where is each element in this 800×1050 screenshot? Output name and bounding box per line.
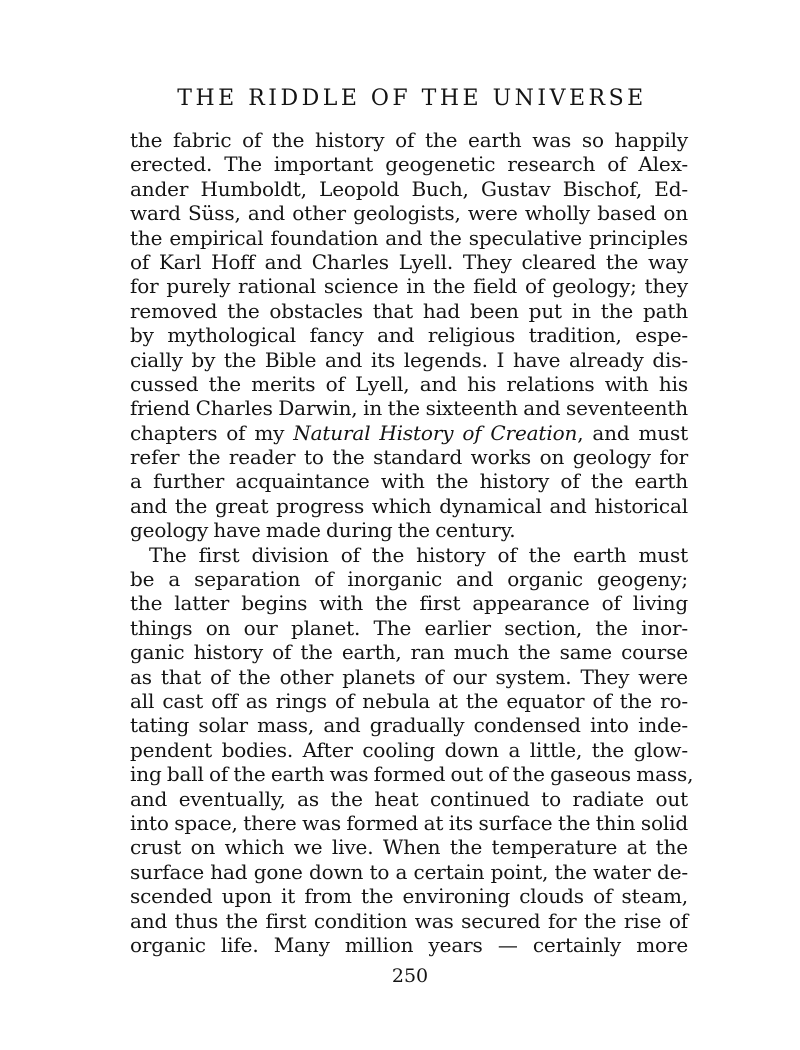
text-line: be a separation of inorganic and organic geogeny;: [130, 567, 688, 592]
text-line: the fabric of the history of the earth was so happily: [130, 128, 688, 152]
text-line: ander Humboldt, Leopold Buch, Gustav Bischof, Ed-: [130, 176, 688, 201]
text-line: the empirical foundation and the speculative principles: [130, 225, 688, 250]
text-line: and thus the first condition was secured for the rise of: [130, 908, 688, 933]
text-line: pendent bodies. After cooling down a little, the glow-: [130, 737, 688, 762]
text-line: cially by the Bible and its legends. I have already dis-: [130, 347, 688, 372]
text-line: and eventually, as the heat continued to radiate out: [130, 786, 688, 811]
text-line: friend Charles Darwin, in the sixteenth and seventeenth: [130, 396, 688, 421]
running-head: THE RIDDLE OF THE UNIVERSE: [177, 86, 647, 111]
text-line: the latter begins with the first appearance of living: [130, 591, 688, 616]
text-line: ward Süss, and other geologists, were wholly based on: [130, 201, 688, 226]
body-text: [130, 128, 694, 957]
page-number: 250: [391, 965, 429, 987]
paragraph-1: [130, 128, 688, 543]
text-line: as that of the other planets of our system. They were: [130, 664, 688, 689]
text-line: organic life. Many million years — certainly more: [130, 932, 688, 957]
text-line: for purely rational science in the field of geology; they: [130, 274, 688, 299]
text-line: refer the reader to the standard works on geology for: [130, 445, 688, 470]
book-title: Natural History of Creation: [293, 420, 578, 445]
text-line-with-title: [130, 421, 688, 445]
text-fragment: chapters of my: [130, 420, 285, 445]
text-line: removed the obstacles that had been put in the path: [130, 298, 688, 323]
text-line: things on our planet. The earlier section, the inor-: [130, 615, 688, 640]
text-line: ing ball of the earth was formed out of the gaseous mass,: [130, 762, 694, 787]
text-line: surface had gone down to a certain point, the water de-: [130, 859, 688, 884]
text-line: into space, there was formed at its surface the thin solid: [130, 810, 688, 835]
text-line: tating solar mass, and gradually condensed into inde-: [130, 713, 688, 738]
text-line: a further acquaintance with the history of the earth: [130, 469, 688, 494]
paragraph-2: [130, 542, 694, 958]
text-line: ganic history of the earth, ran much the same course: [130, 640, 688, 665]
text-line: The first division of the history of the earth must: [149, 542, 688, 567]
text-line: geology have made during the century.: [130, 518, 516, 543]
text-line: scended upon it from the environing clouds of steam,: [130, 884, 688, 909]
text-line: of Karl Hoff and Charles Lyell. They cleared the way: [130, 249, 688, 274]
text-line: crust on which we live. When the temperature at the: [130, 835, 688, 860]
text-line: all cast off as rings of nebula at the equator of the ro-: [130, 688, 688, 713]
text-line: and the great progress which dynamical and historical: [130, 493, 688, 518]
text-line: erected. The important geogenetic research of Alex-: [130, 152, 688, 177]
text-fragment: , and must: [577, 420, 688, 445]
text-line: by mythological fancy and religious tradition, espe-: [130, 323, 688, 348]
text-line: cussed the merits of Lyell, and his relations with his: [130, 371, 688, 396]
